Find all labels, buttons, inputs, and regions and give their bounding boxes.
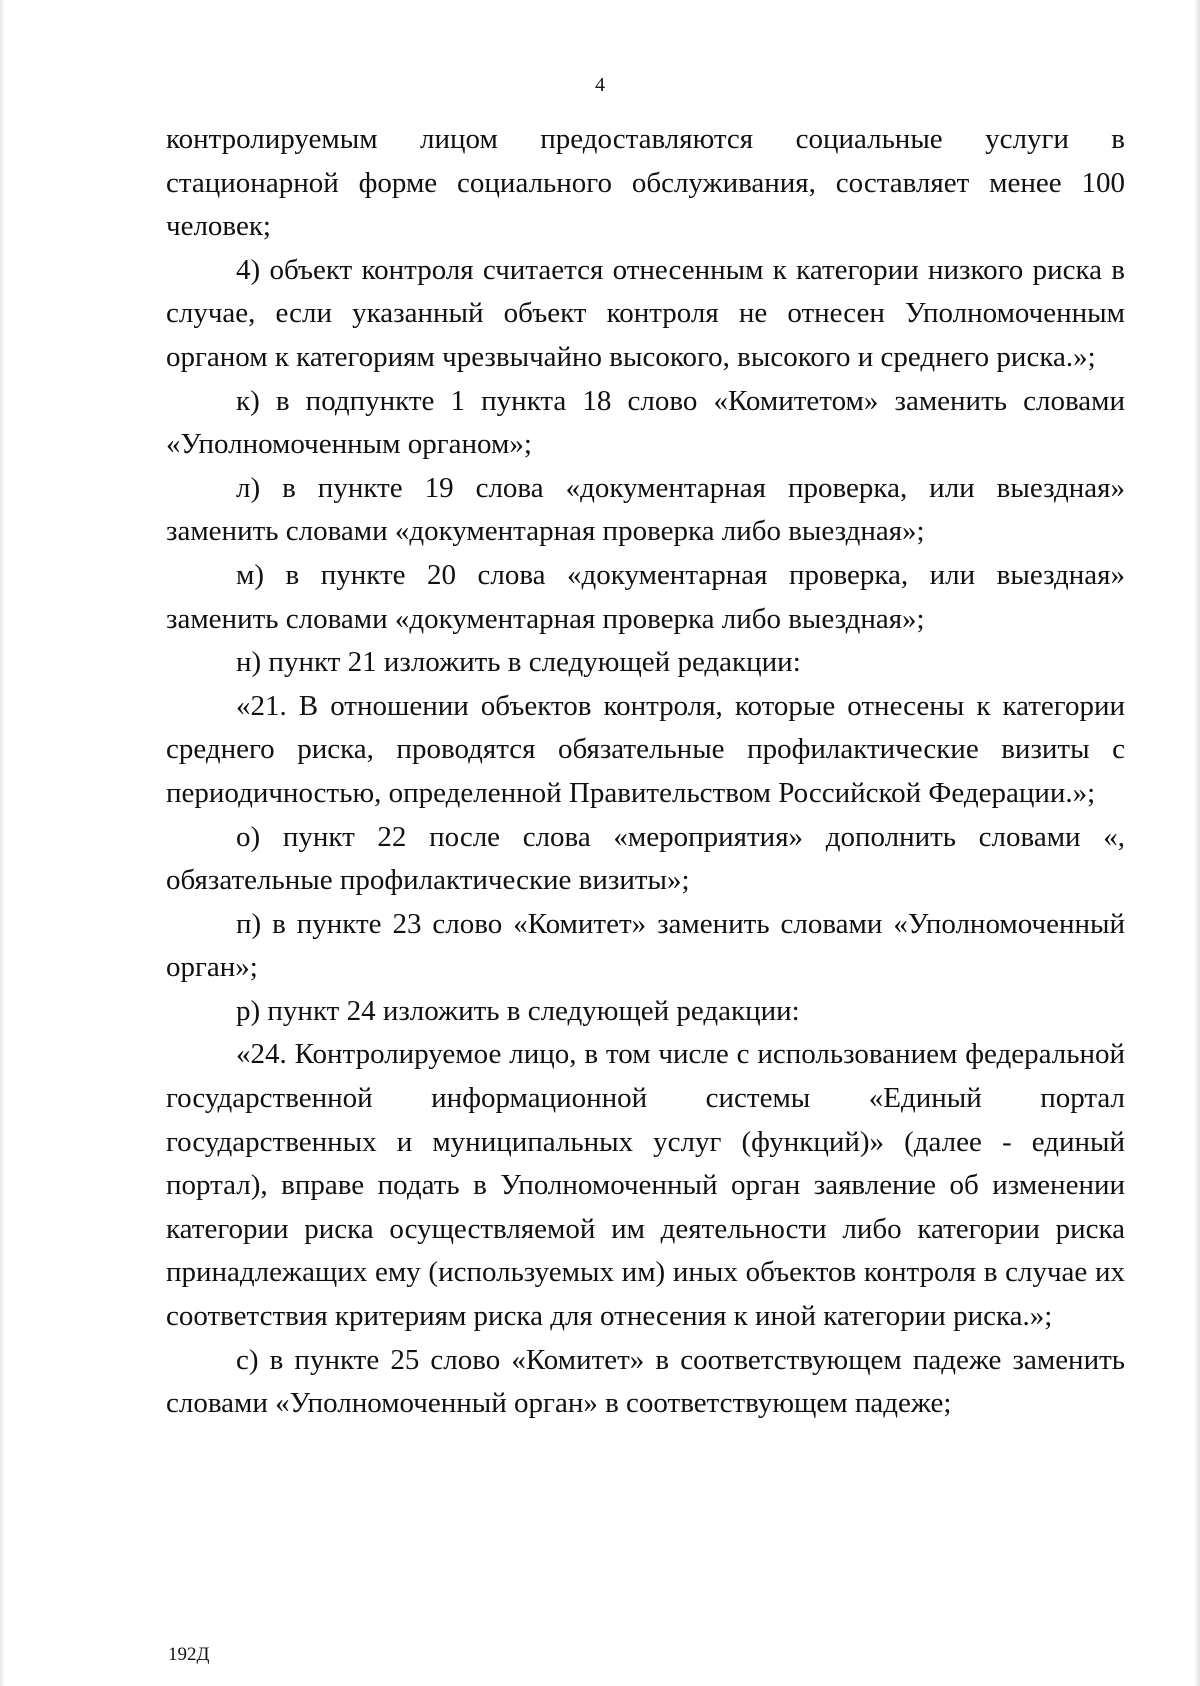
document-body (166, 118, 1125, 1426)
paragraph-item-s: с) в пункте 25 слово «Комитет» в соответствующем падеже заменить словами «Уполномоченный орган» в соответствующем падеже; (166, 1343, 1125, 1420)
paragraph-point-24: «24. Контролируемое лицо, в том числе с использованием федеральной государственной информационной системы «Единый портал государственных и муниципальных услуг (функций)» (далее - единый портал), вправе подать в Уполномоченный орган заявление об изменении категории риска осуществляемой им деятельности либо категории риска принадлежащих ему (используемых им) иных объектов контроля в случае их соответствия критериям риска для отнесения к иной категории риска.»; (166, 1038, 1125, 1333)
paragraph-continuation: контролируемым лицом предоставляются социальные услуги в стационарной форме социального обслуживания, составляет менее 100 человек; (166, 123, 1125, 243)
scan-edge-right (1194, 0, 1200, 1686)
paragraph-item-o: о) пункт 22 после слова «мероприятия» дополнить словами «, обязательные профилактические визиты»; (166, 820, 1125, 897)
paragraph-item-r: р) пункт 24 изложить в следующей редакции: (236, 994, 800, 1027)
paragraph-item-n: н) пункт 21 изложить в следующей редакции: (236, 646, 801, 679)
paragraph-item-4: 4) объект контроля считается отнесенным к категории низкого риска в случае, если указанный объект контроля не отнесен Уполномоченным органом к категориям чрезвычайно высокого, высокого и среднего риска.»; (166, 253, 1125, 373)
paragraph-item-l: л) в пункте 19 слова «документарная проверка, или выездная» заменить словами «документарная проверка либо выездная»; (166, 471, 1125, 548)
paragraph-item-m: м) в пункте 20 слова «документарная проверка, или выездная» заменить словами «документарная проверка либо выездная»; (166, 558, 1125, 635)
paragraph-item-k: к) в подпункте 1 пункта 18 слово «Комитетом» заменить словами «Уполномоченным органом»; (166, 384, 1125, 461)
page-number: 4 (595, 74, 605, 96)
paragraph-point-21: «21. В отношении объектов контроля, которые отнесены к категории среднего риска, проводятся обязательные профилактические визиты с периодичностью, определенной Правительством Российской Федерации.»; (166, 689, 1125, 809)
scan-edge-left (0, 0, 5, 1686)
paragraph-item-p: п) в пункте 23 слово «Комитет» заменить словами «Уполномоченный орган»; (166, 907, 1125, 984)
document-code: 192Д (168, 1644, 210, 1665)
